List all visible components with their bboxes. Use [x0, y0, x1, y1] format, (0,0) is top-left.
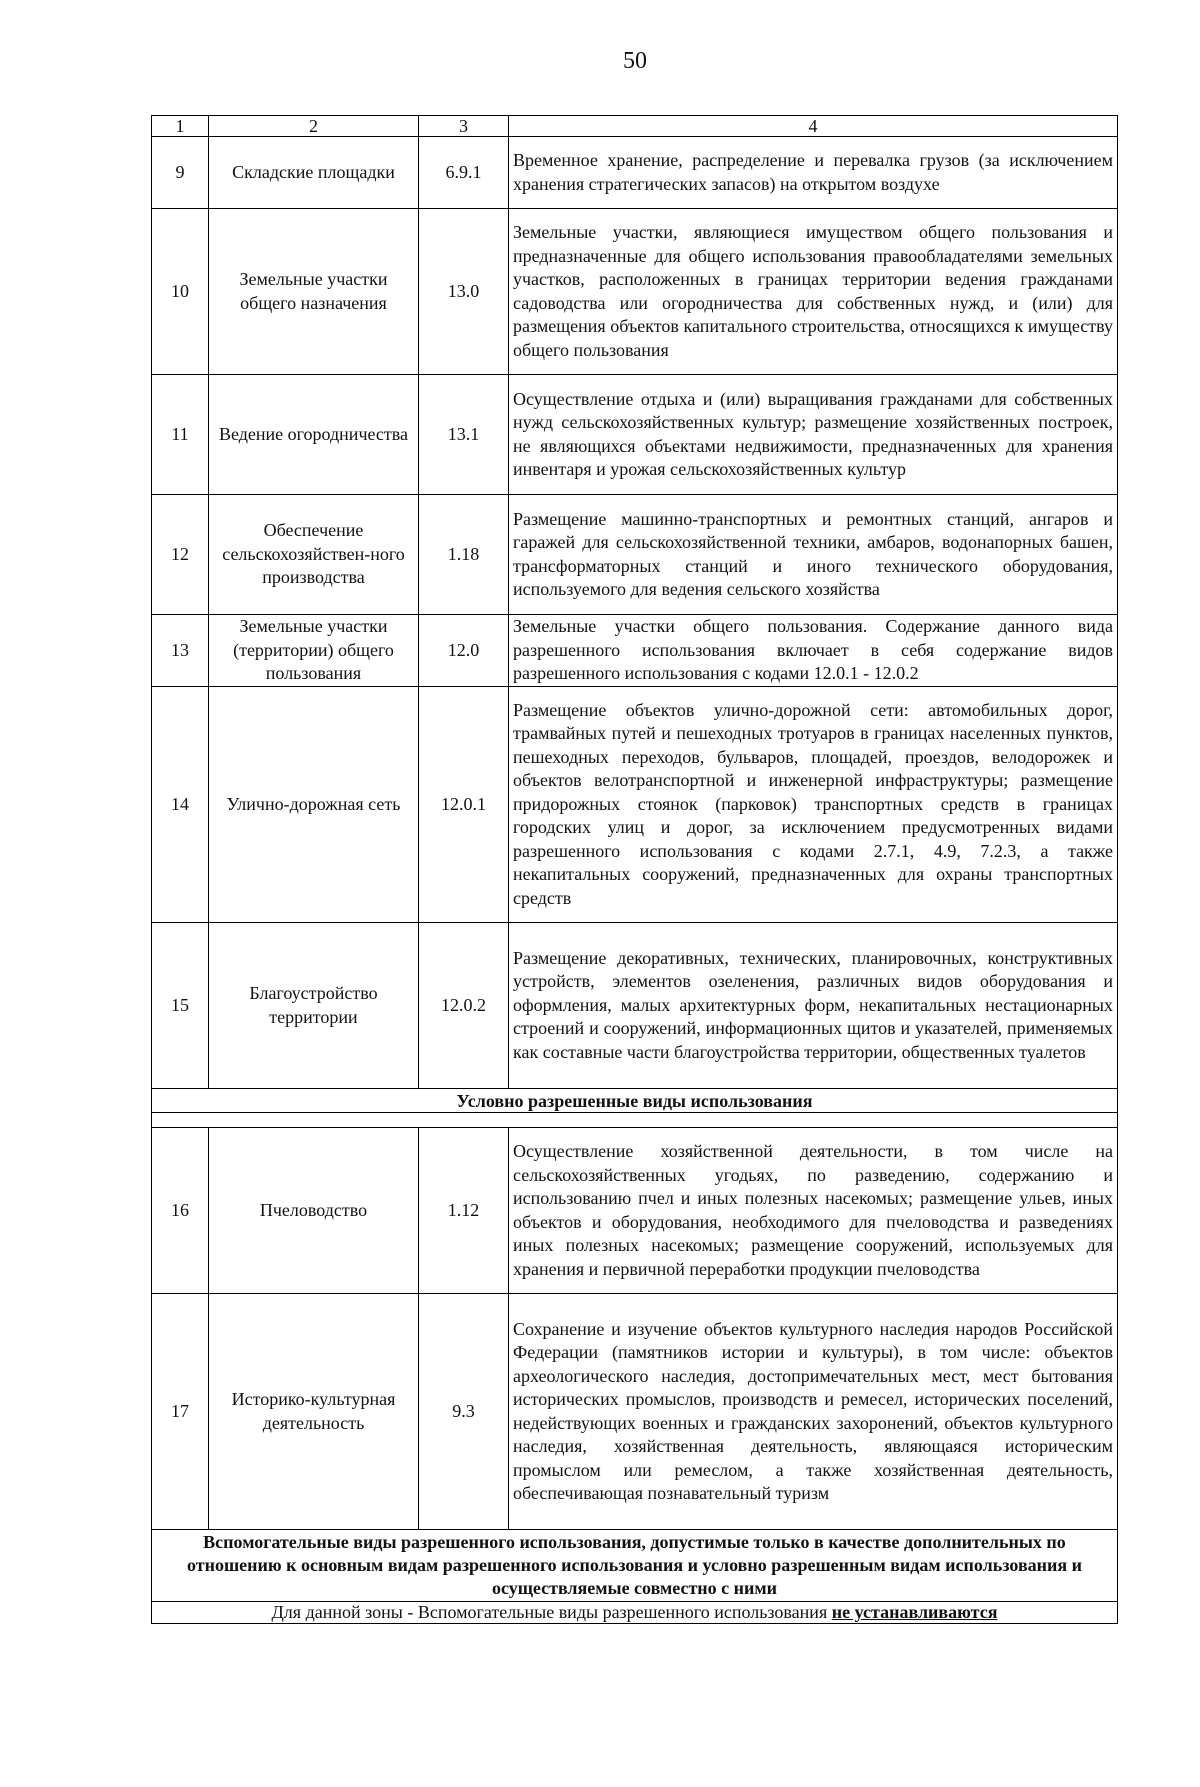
- use-description: Размещение объектов улично-дорожной сети: автомобильных дорог, трамвайных путей и пешеходных тротуаров в границах населенных пунктов, пешеходных переходов, бульваров, площадей, проездов, велодорожек и объектов велотранспортной и инженерной инфраструктуры; размещение придорожных стоянок (парковок) транспортных средств в границах городских улиц и дорог, за исключением предусмотренных видами разрешенного использования с кодами 2.7.1, 4.9, 7.2.3, а также некапитальных сооружений, предназначенных для охраны транспортных средств: [509, 687, 1118, 923]
- table-header-row: [152, 116, 1118, 137]
- use-code: 12.0: [419, 615, 509, 687]
- use-description: Земельные участки общего пользования. Содержание данного вида разрешенного использования включает в себя содержание видов разрешенного использования с кодами 12.0.1 - 12.0.2: [509, 615, 1118, 687]
- row-number: 11: [152, 375, 209, 495]
- page-number: 50: [623, 48, 647, 74]
- row-number: 12: [152, 495, 209, 615]
- use-name: Историко-культурная деятельность: [209, 1294, 419, 1530]
- table-row: [152, 615, 1118, 687]
- table-row: [152, 1294, 1118, 1530]
- zone-note: [152, 1602, 1118, 1624]
- zone-note-emphasis: не устанавливаются: [831, 1602, 998, 1622]
- use-name: Земельные участки общего назначения: [209, 209, 419, 375]
- header-cell-3: 3: [419, 116, 509, 137]
- table-row: [152, 923, 1118, 1089]
- row-number: 9: [152, 137, 209, 209]
- use-description: Осуществление хозяйственной деятельности, в том числе на сельскохозяйственных угодьях, по разведению, содержанию и использованию пчел и иных полезных насекомых; размещение ульев, иных объектов и оборудования, необходимого для пчеловодства и разведениях иных полезных насекомых; размещение сооружений, используемых для хранения и первичной переработки продукции пчеловодства: [509, 1128, 1118, 1294]
- conditional-uses-heading-row: [152, 1089, 1118, 1113]
- row-number: 17: [152, 1294, 209, 1530]
- row-number: 16: [152, 1128, 209, 1294]
- use-description: Временное хранение, распределение и перевалка грузов (за исключением хранения стратегических запасов) на открытом воздухе: [509, 137, 1118, 209]
- use-description: Размещение декоративных, технических, планировочных, конструктивных устройств, элементов озеленения, различных видов оборудования и оформления, малых архитектурных форм, некапитальных нестационарных строений и сооружений, информационных щитов и указателей, применяемых как составные части благоустройства территории, общественных туалетов: [509, 923, 1118, 1089]
- use-name: Обеспечение сельскохозяйствен-ного производства: [209, 495, 419, 615]
- use-description: Размещение машинно-транспортных и ремонтных станций, ангаров и гаражей для сельскохозяйственной техники, амбаров, водонапорных башен, трансформаторных станций и иного технического оборудования, используемого для ведения сельского хозяйства: [509, 495, 1118, 615]
- spacer-row: [152, 1113, 1118, 1128]
- use-description: Земельные участки, являющиеся имуществом общего пользования и предназначенные для общего использования правообладателями земельных участков, расположенных в границах территории ведения гражданами садоводства или огородничества для собственных нужд, и (или) для размещения объектов капитального строительства, относящихся к имуществу общего пользования: [509, 209, 1118, 375]
- row-number: 13: [152, 615, 209, 687]
- use-name: Улично-дорожная сеть: [209, 687, 419, 923]
- table-row: [152, 375, 1118, 495]
- zone-note-row: [152, 1602, 1118, 1624]
- table-row: [152, 495, 1118, 615]
- use-code: 1.18: [419, 495, 509, 615]
- row-number: 15: [152, 923, 209, 1089]
- conditional-uses-heading: Условно разрешенные виды использования: [152, 1089, 1118, 1113]
- zone-note-prefix: Для данной зоны - Вспомогательные виды разрешенного использования: [271, 1602, 832, 1622]
- use-code: 12.0.2: [419, 923, 509, 1089]
- table-row: [152, 137, 1118, 209]
- header-cell-1: 1: [152, 116, 209, 137]
- table-row: [152, 1128, 1118, 1294]
- use-code: 13.1: [419, 375, 509, 495]
- land-use-table: [151, 115, 1118, 1624]
- header-cell-2: 2: [209, 116, 419, 137]
- use-name: Ведение огородничества: [209, 375, 419, 495]
- use-description: Осуществление отдыха и (или) выращивания гражданами для собственных нужд сельскохозяйственных культур; размещение хозяйственных построек, не являющихся объектами недвижимости, предназначенных для хранения инвентаря и урожая сельскохозяйственных культур: [509, 375, 1118, 495]
- use-code: 13.0: [419, 209, 509, 375]
- use-name: Складские площадки: [209, 137, 419, 209]
- use-code: 12.0.1: [419, 687, 509, 923]
- row-number: 14: [152, 687, 209, 923]
- use-name: Пчеловодство: [209, 1128, 419, 1294]
- use-code: 1.12: [419, 1128, 509, 1294]
- use-name: Земельные участки (территории) общего пользования: [209, 615, 419, 687]
- row-number: 10: [152, 209, 209, 375]
- header-cell-4: 4: [509, 116, 1118, 137]
- use-code: 6.9.1: [419, 137, 509, 209]
- use-code: 9.3: [419, 1294, 509, 1530]
- auxiliary-uses-heading-row: [152, 1530, 1118, 1602]
- table-row: [152, 687, 1118, 923]
- use-name: Благоустройство территории: [209, 923, 419, 1089]
- table-row: [152, 209, 1118, 375]
- auxiliary-uses-heading: Вспомогательные виды разрешенного использования, допустимые только в качестве дополнительных по отношению к основным видам разрешенного использования и условно разрешенным видам использования и осуществляемые совместно с ними: [152, 1530, 1118, 1602]
- use-description: Сохранение и изучение объектов культурного наследия народов Российской Федерации (памятников истории и культуры), в том числе: объектов археологического наследия, достопримечательных мест, мест бытования исторических промыслов, производств и ремесел, исторических поселений, недействующих военных и гражданских захоронений, объектов культурного наследия, хозяйственная деятельность, являющаяся историческим промыслом или ремеслом, а также хозяйственная деятельность, обеспечивающая познавательный туризм: [509, 1294, 1118, 1530]
